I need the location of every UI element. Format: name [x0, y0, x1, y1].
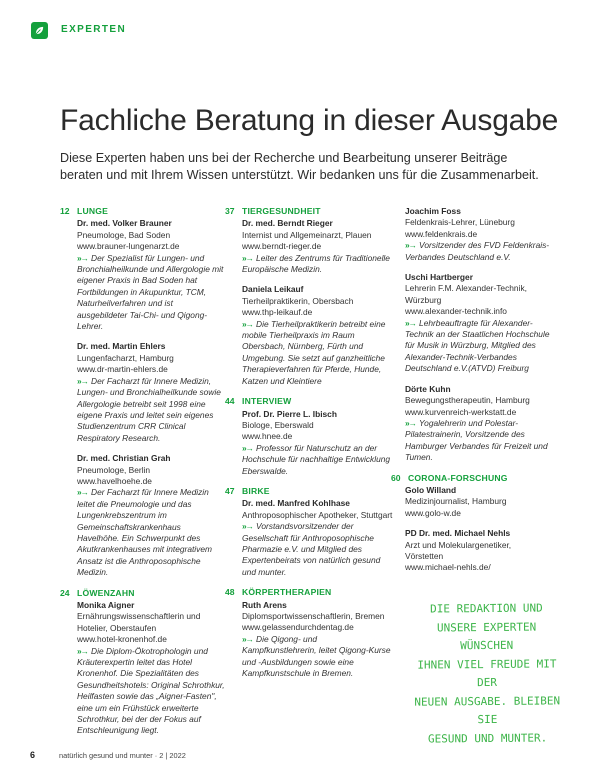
expert-name: Prof. Dr. Pierre L. Ibisch — [242, 408, 337, 419]
section-header — [60, 588, 225, 599]
expert-entry — [77, 341, 225, 444]
expert-website-link[interactable]: www.thp-leikauf.de — [242, 307, 313, 318]
expert-description — [242, 521, 393, 578]
expert-list — [391, 206, 551, 464]
expert-list — [60, 600, 225, 737]
publication-info: natürlich gesund und munter · 2 | 2022 — [59, 751, 186, 760]
expert-name: Ruth Arens — [242, 599, 287, 610]
expert-list — [391, 485, 551, 574]
expert-description — [242, 253, 393, 276]
expert-name: Dr. med. Christian Grah — [77, 453, 171, 464]
section-header — [225, 486, 393, 497]
expert-website-link[interactable]: www.havelhoehe.de — [77, 475, 152, 486]
leaf-icon — [34, 25, 45, 36]
expert-description-text: Vorsitzender des FVD Feldenkrais-Verbandes Deutschland e.V. — [405, 240, 550, 262]
expert-role: Pneumologe, Bad Soden — [77, 229, 171, 240]
section-header — [225, 206, 393, 217]
expert-list — [225, 600, 393, 680]
expert-name: Dörte Kuhn — [405, 383, 451, 394]
expert-description-text: Vorstandsvorsitzender der Gesellschaft für Anthroposophische Pharmazie e.V. und Mitglied des Expertenbeirats von natürlich gesund und munter. — [242, 521, 381, 577]
expert-section — [391, 206, 551, 464]
expert-website-link[interactable]: www.golo-w.de — [405, 507, 461, 518]
expert-section — [60, 206, 225, 579]
expert-description — [405, 318, 551, 375]
arrow-icon: »→ — [405, 317, 417, 328]
expert-website-link[interactable]: www.brauner-lungenarzt.de — [77, 241, 180, 252]
expert-website-link[interactable]: www.feldenkrais.de — [405, 228, 478, 239]
expert-role: Ernährungswissenschaftlerin und Hotelier, Oberstaufen — [77, 611, 201, 633]
expert-role: Biologe, Eberswald — [242, 419, 314, 430]
arrow-icon: »→ — [405, 240, 417, 251]
expert-role: Anthroposophischer Apotheker, Stuttgart — [242, 509, 393, 520]
closing-note-line: UNSERE EXPERTEN WÜNSCHEN — [436, 620, 537, 653]
arrow-icon: »→ — [77, 645, 89, 656]
expert-website-link[interactable]: www.alexander-technik.info — [405, 306, 507, 317]
expert-website-link[interactable]: www.michael-nehls.de/ — [405, 562, 491, 573]
expert-section — [225, 486, 393, 578]
expert-description — [242, 443, 393, 477]
expert-description-text: Yogalehrerin und Polestar-Pilatestrainerin, Vorsitzende des Hamburger Verbandes für Freizeit und Tumen. — [405, 417, 548, 463]
expert-entry — [77, 600, 225, 737]
expert-website-link[interactable]: www.kurvenreich-werkstatt.de — [405, 406, 517, 417]
experts-column-3 — [391, 206, 551, 583]
expert-description — [405, 240, 551, 263]
expert-role: Diplomsportwissenschaftlerin, Bremen — [242, 611, 385, 621]
section-title: CORONA-FORSCHUNG — [408, 472, 508, 483]
expert-description — [77, 253, 225, 333]
expert-role: Arzt und Molekulargenetiker, Vörstetten — [405, 539, 512, 561]
expert-entry — [405, 384, 551, 464]
expert-role: Tierheilpraktikerin, Obersbach — [242, 295, 354, 306]
expert-description-text: Der Facharzt für Innere Medizin, Lungen- und Bronchialheilkunde sowie Allergologie betreibt seit 1998 eine eigene Praxis und leitet sein eigenes Studienzentrum CRR Clinical Respiratory Research. — [77, 375, 221, 443]
section-header — [391, 473, 551, 484]
expert-description — [405, 418, 551, 464]
arrow-icon: »→ — [77, 375, 89, 386]
expert-role: Lehrerin F.M. Alexander-Technik, Würzburg — [405, 283, 527, 305]
expert-list — [225, 409, 393, 477]
experts-column-2 — [225, 206, 393, 688]
expert-section — [225, 587, 393, 679]
expert-name: Dr. med. Volker Brauner — [77, 218, 172, 229]
section-page-number: 12 — [60, 206, 70, 216]
expert-entry — [242, 218, 393, 275]
expert-description-text: Leiter des Zentrums für Traditionelle Europäische Medizin. — [242, 252, 390, 275]
expert-description — [77, 646, 225, 737]
brand-logo — [31, 22, 48, 39]
expert-list — [225, 498, 393, 578]
arrow-icon: »→ — [242, 252, 254, 263]
arrow-icon: »→ — [77, 487, 89, 498]
experts-column-1 — [60, 206, 225, 746]
expert-website-link[interactable]: www.hotel-kronenhof.de — [77, 634, 167, 645]
expert-name: PD Dr. med. Michael Nehls — [405, 528, 511, 539]
page-number: 6 — [30, 750, 36, 760]
expert-role: Lungenfacharzt, Hamburg — [77, 352, 174, 363]
intro-text: Diese Experten haben uns bei der Recherche und Bearbeitung unserer Beiträge beraten und mit Ihrem Wissen unterstützt. Wir bedanken uns für die Zusammenarbeit. — [60, 151, 539, 182]
expert-description — [77, 376, 225, 444]
expert-description — [242, 319, 393, 387]
expert-role: Bewegungstherapeutin, Hamburg — [405, 395, 530, 406]
expert-description — [77, 487, 225, 578]
section-title: KÖRPERTHERAPIEN — [242, 587, 332, 598]
expert-list — [60, 218, 225, 578]
expert-entry — [405, 272, 551, 375]
section-page-number: 47 — [225, 485, 235, 496]
expert-entry — [77, 453, 225, 578]
expert-entry — [242, 498, 393, 578]
expert-name: Uschi Hartberger — [405, 272, 473, 283]
expert-section — [225, 206, 393, 387]
expert-description-text: Die Diplom-Ökotrophologin und Kräuterexpertin leitet das Hotel Kronenhof. Die Spezialitäten des Gesundheitshotels: Original Schrothkur, Heilfasten sowie das „Aigner-Fasten", eine um ein Frühstück erweiterte Schrothkur, bei der der Fokus auf Entschleunigung liegt. — [77, 645, 225, 736]
section-title: INTERVIEW — [242, 396, 292, 407]
expert-section — [391, 473, 551, 574]
section-page-number: 37 — [225, 206, 235, 216]
expert-entry — [405, 206, 551, 263]
section-title: LÖWENZAHN — [77, 587, 135, 598]
handwritten-closing-note — [411, 599, 562, 748]
expert-description-text: Der Facharzt für Innere Medizin leitet die Pneumologie und das Lungenkrebszentrum im Gemeinschaftskrankenhaus Havelhöhe. Ein Schwerpunkt des Akutkrankenhauses mit integrativem Ansatz ist die Anthroposophische Medizin. — [77, 487, 212, 578]
section-page-number: 24 — [60, 587, 70, 598]
closing-note-line: DIE REDAKTION UND — [430, 601, 543, 616]
section-page-number: 48 — [225, 587, 235, 598]
expert-name: Daniela Leikauf — [242, 284, 304, 295]
expert-entry — [405, 485, 551, 519]
expert-name: Golo Willand — [405, 484, 457, 495]
expert-role: Internist und Allgemeinarzt, Plauen — [242, 229, 372, 240]
section-header — [60, 206, 225, 217]
expert-role: Medizinjournalist, Hamburg — [405, 496, 507, 507]
arrow-icon: »→ — [242, 521, 254, 532]
arrow-icon: »→ — [242, 442, 254, 453]
section-title: TIERGESUNDHEIT — [242, 206, 321, 216]
expert-description — [242, 634, 393, 680]
expert-website-link[interactable]: www.gelassendurchdentag.de — [242, 622, 354, 633]
section-title: BIRKE — [242, 485, 270, 496]
expert-section — [225, 396, 393, 477]
expert-entry — [77, 218, 225, 332]
expert-entry — [405, 528, 551, 574]
section-title: LUNGE — [77, 206, 109, 216]
expert-role: Feldenkrais-Lehrer, Lüneburg — [405, 217, 515, 228]
closing-note-line: GESUND UND MUNTER. — [427, 730, 548, 746]
expert-description-text: Professor für Naturschutz an der Hochschule für nachhaltige Entwicklung Eberswalde. — [242, 442, 391, 476]
page-title: Fachliche Beratung in dieser Ausgabe — [60, 104, 559, 137]
expert-website-link[interactable]: www.berndt-rieger.de — [242, 241, 322, 252]
expert-name: Monika Aigner — [77, 600, 135, 610]
arrow-icon: »→ — [242, 633, 254, 644]
section-page-number: 44 — [225, 396, 235, 407]
section-header — [225, 587, 393, 598]
expert-description-text: Die Tierheilpraktikerin betreibt eine mobile Tierheilpraxis im Raum Obersbach, Nürnberg, Fürth und Umgebung. Sie setzt auf ganzheitliche Therapieverfahren für Pferde, Hunde, Katzen und Kleintiere — [242, 318, 386, 386]
expert-entry — [242, 409, 393, 477]
expert-name: Joachim Foss — [405, 206, 461, 216]
expert-description-text: Lehrbeauftragte für Alexander-Technik an der Staatlichen Hochschule für Musik in Würzburg, Mitglied des Alexander-Technik-Verbandes Deutschland e.V.(ATVD) Freiburg — [405, 317, 550, 374]
section-label: EXPERTEN — [61, 24, 127, 35]
expert-description-text: Die Qigong- und Kampfkunstlehrerin, leitet Qigong-Kurse und -Ausbildungen sowie eine Kampfkunstschule in Bremen. — [242, 633, 391, 679]
arrow-icon: »→ — [77, 252, 89, 263]
expert-name: Dr. med. Martin Ehlers — [77, 341, 166, 352]
expert-list — [225, 218, 393, 387]
expert-entry — [242, 600, 393, 680]
expert-website-link[interactable]: www.hnee.de — [242, 431, 293, 442]
expert-description-text: Der Spezialist für Lungen- und Bronchialheilkunde und Allergologie mit eigener Praxis in Bad Soden hat Fortbildungen in Akupunktur, TCM, Naturheilverfahren und ist ausgebildeter Tai-Chi- und Qigong-Lehrer. — [77, 252, 224, 332]
arrow-icon: »→ — [242, 318, 254, 329]
section-header — [225, 396, 393, 407]
expert-role: Pneumologe, Berlin — [77, 464, 151, 475]
expert-section — [60, 588, 225, 737]
expert-name: Dr. med. Berndt Rieger — [242, 218, 333, 229]
expert-name: Dr. med. Manfred Kohlhase — [242, 498, 350, 509]
arrow-icon: »→ — [405, 417, 417, 428]
closing-note-line: NEUEN AUSGABE. BLEIBEN SIE — [414, 693, 561, 727]
expert-entry — [242, 284, 393, 387]
section-page-number: 60 — [391, 472, 401, 483]
expert-website-link[interactable]: www.dr-martin-ehlers.de — [77, 364, 168, 375]
closing-note-line: IHNEN VIEL FREUDE MIT DER — [417, 656, 557, 690]
